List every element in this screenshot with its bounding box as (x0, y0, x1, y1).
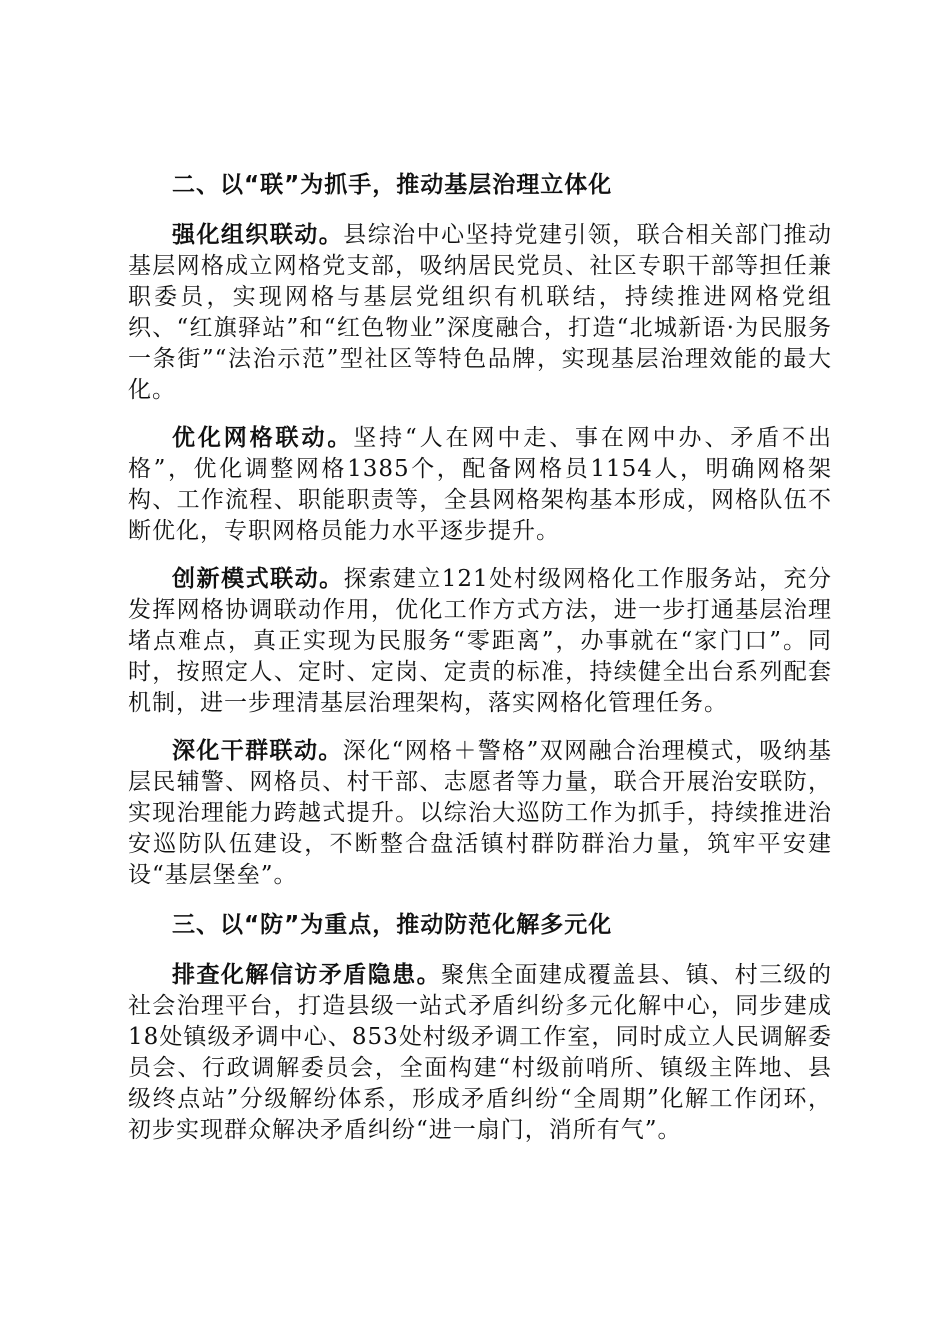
paragraph-lead: 优化网格联动。 (172, 425, 354, 451)
section-heading-2: 二、以“联”为抓手，推动基层治理立体化 (172, 172, 613, 198)
paragraph-model-linkage (128, 564, 832, 719)
paragraph-cadre-linkage (128, 736, 832, 891)
paragraph-dispute-resolution (128, 960, 832, 1146)
paragraph-body: 深化“网格＋警格”双网融合治理模式，吸纳基层民辅警、网格员、村干部、志愿者等力量，联合开展治安联防，实现治理能力跨越式提升。以综治大巡防工作为抓手，持续推进治安巡防队伍建设，不断整合盘活镇村群防群治力量，筑牢平安建设“基层堡垒”。 (128, 738, 832, 888)
section-heading-3: 三、以“防”为重点，推动防范化解多元化 (172, 912, 613, 938)
paragraph-organization-linkage (128, 220, 832, 406)
paragraph-body: 坚持“人在网中走、事在网中办、矛盾不出格”，优化调整网格1385个，配备网格员1154人，明确网格架构、工作流程、职能职责等，全县网格架构基本形成，网格队伍不断优化，专职网格员能力水平逐步提升。 (128, 425, 833, 544)
paragraph-lead: 强化组织联动。 (172, 222, 344, 248)
paragraph-body: 聚焦全面建成覆盖县、镇、村三级的社会治理平台，打造县级一站式矛盾纠纷多元化解中心，同步建成18处镇级矛调中心、853处村级矛调工作室，同时成立人民调解委员会、行政调解委员会，全面构建“村级前哨所、镇级主阵地、县级终点站”分级解纷体系，形成矛盾纠纷“全周期”化解工作闭环，初步实现群众解决矛盾纠纷“进一扇门，消所有气”。 (128, 962, 833, 1143)
document-page (128, 168, 832, 1163)
paragraph-body: 县综治中心坚持党建引领，联合相关部门推动基层网格成立网格党支部，吸纳居民党员、社区专职干部等担任兼职委员，实现网格与基层党组织有机联结，持续推进网格党组织、“红旗驿站”和“红色物业”深度融合，打造“北城新语·为民服务一条街”“法治示范”型社区等特色品牌，实现基层治理效能的最大化。 (128, 222, 833, 403)
paragraph-grid-linkage (128, 423, 832, 547)
paragraph-lead: 排查化解信访矛盾隐患。 (172, 962, 442, 988)
paragraph-body: 探索建立121处村级网格化工作服务站，充分发挥网格协调联动作用，优化工作方式方法，进一步打通基层治理堵点难点，真正实现为民服务“零距离”，办事就在“家门口”。同时，按照定人、定时、定岗、定责的标准，持续健全出台系列配套机制，进一步理清基层治理架构，落实网格化管理任务。 (128, 566, 832, 716)
paragraph-lead: 创新模式联动。 (172, 566, 344, 592)
paragraph-lead: 深化干群联动。 (172, 738, 343, 764)
